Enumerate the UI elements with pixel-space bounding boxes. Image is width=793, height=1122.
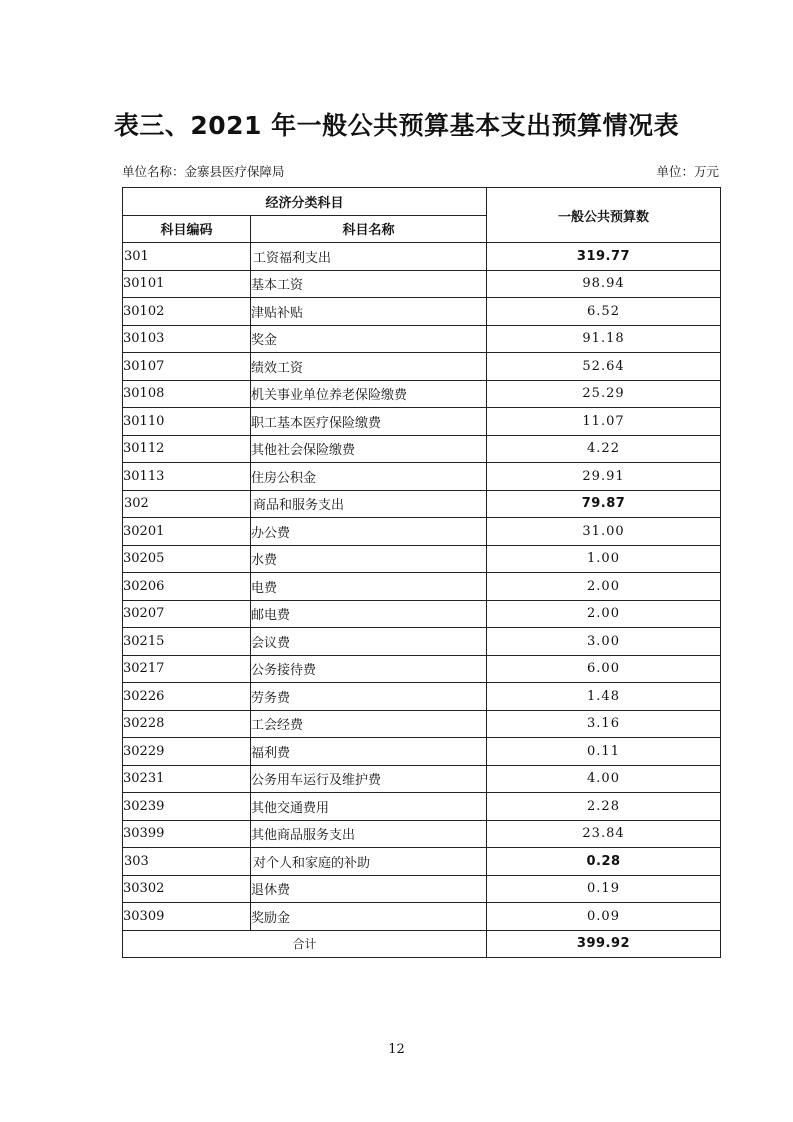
amount-cell: 52.64	[487, 353, 721, 381]
amount-cell: 4.22	[487, 435, 721, 463]
code-cell: 30101	[123, 270, 251, 298]
name-cell: 公务用车运行及维护费	[251, 765, 487, 793]
name-cell: 奖励金	[251, 903, 487, 931]
name-cell: 机关事业单位养老保险缴费	[251, 380, 487, 408]
name-cell: 职工基本医疗保险缴费	[251, 408, 487, 436]
amount-cell: 31.00	[487, 518, 721, 546]
amount-cell: 3.16	[487, 710, 721, 738]
total-amount: 399.92	[487, 930, 721, 958]
name-cell: 对个人和家庭的补助	[251, 848, 487, 876]
amount-cell: 25.29	[487, 380, 721, 408]
header-code: 科目编码	[123, 215, 251, 243]
page-number: 12	[388, 1042, 405, 1057]
table-row	[123, 408, 721, 436]
amount-cell: 2.00	[487, 573, 721, 601]
name-cell: 其他商品服务支出	[251, 820, 487, 848]
page-title: 表三、2021 年一般公共预算基本支出预算情况表	[113, 111, 680, 140]
header-name: 科目名称	[251, 215, 487, 243]
table-row	[123, 518, 721, 546]
code-cell: 30110	[123, 408, 251, 436]
name-cell: 劳务费	[251, 683, 487, 711]
table-row	[123, 490, 721, 518]
code-cell: 30113	[123, 463, 251, 491]
name-cell: 住房公积金	[251, 463, 487, 491]
total-row	[123, 930, 721, 958]
code-cell: 30201	[123, 518, 251, 546]
name-cell: 退休费	[251, 875, 487, 903]
table-row	[123, 738, 721, 766]
amount-cell: 23.84	[487, 820, 721, 848]
code-cell: 30108	[123, 380, 251, 408]
amount-cell: 1.48	[487, 683, 721, 711]
table-row	[123, 820, 721, 848]
table-row	[123, 848, 721, 876]
table-row	[123, 325, 721, 353]
code-cell: 30226	[123, 683, 251, 711]
name-cell: 水费	[251, 545, 487, 573]
name-cell: 津贴补贴	[251, 298, 487, 326]
code-cell: 30228	[123, 710, 251, 738]
budget-body	[123, 243, 721, 931]
name-cell: 会议费	[251, 628, 487, 656]
table-row	[123, 270, 721, 298]
unit-name: 单位名称：金寨县医疗保障局	[122, 164, 285, 179]
table-row	[123, 765, 721, 793]
name-cell: 其他交通费用	[251, 793, 487, 821]
amount-cell: 1.00	[487, 545, 721, 573]
total-label: 合计	[123, 930, 487, 958]
name-cell: 工资福利支出	[251, 243, 487, 271]
name-cell: 绩效工资	[251, 353, 487, 381]
table-row	[123, 545, 721, 573]
amount-cell: 4.00	[487, 765, 721, 793]
code-cell: 30205	[123, 545, 251, 573]
amount-cell: 0.19	[487, 875, 721, 903]
code-cell: 30103	[123, 325, 251, 353]
code-cell: 30215	[123, 628, 251, 656]
name-cell: 电费	[251, 573, 487, 601]
table-row	[123, 655, 721, 683]
code-cell: 30309	[123, 903, 251, 931]
amount-cell: 91.18	[487, 325, 721, 353]
code-cell: 30112	[123, 435, 251, 463]
code-cell: 30231	[123, 765, 251, 793]
header-group: 经济分类科目	[123, 188, 487, 216]
code-cell: 30206	[123, 573, 251, 601]
code-cell: 302	[123, 490, 251, 518]
table-row	[123, 710, 721, 738]
table-row	[123, 353, 721, 381]
code-cell: 30302	[123, 875, 251, 903]
name-cell: 公务接待费	[251, 655, 487, 683]
header-amount: 一般公共预算数	[487, 188, 721, 243]
name-cell: 其他社会保险缴费	[251, 435, 487, 463]
table-row	[123, 463, 721, 491]
budget-table	[122, 187, 721, 958]
amount-cell: 2.00	[487, 600, 721, 628]
amount-cell: 0.11	[487, 738, 721, 766]
table-row	[123, 600, 721, 628]
table-row	[123, 903, 721, 931]
name-cell: 奖金	[251, 325, 487, 353]
code-cell: 30107	[123, 353, 251, 381]
code-cell: 30239	[123, 793, 251, 821]
amount-cell: 79.87	[487, 490, 721, 518]
amount-cell: 98.94	[487, 270, 721, 298]
unit-label: 单位：万元	[656, 164, 719, 179]
amount-cell: 2.28	[487, 793, 721, 821]
table-row	[123, 298, 721, 326]
table-row	[123, 380, 721, 408]
amount-cell: 6.00	[487, 655, 721, 683]
table-row	[123, 683, 721, 711]
code-cell: 30217	[123, 655, 251, 683]
table-meta	[122, 162, 719, 180]
code-cell: 30399	[123, 820, 251, 848]
table-row	[123, 793, 721, 821]
amount-cell: 29.91	[487, 463, 721, 491]
table-row	[123, 243, 721, 271]
name-cell: 邮电费	[251, 600, 487, 628]
table-row	[123, 573, 721, 601]
table-row	[123, 435, 721, 463]
code-cell: 303	[123, 848, 251, 876]
amount-cell: 0.09	[487, 903, 721, 931]
amount-cell: 11.07	[487, 408, 721, 436]
amount-cell: 3.00	[487, 628, 721, 656]
amount-cell: 319.77	[487, 243, 721, 271]
name-cell: 福利费	[251, 738, 487, 766]
name-cell: 商品和服务支出	[251, 490, 487, 518]
code-cell: 30229	[123, 738, 251, 766]
code-cell: 30102	[123, 298, 251, 326]
amount-cell: 0.28	[487, 848, 721, 876]
name-cell: 办公费	[251, 518, 487, 546]
amount-cell: 6.52	[487, 298, 721, 326]
code-cell: 301	[123, 243, 251, 271]
name-cell: 基本工资	[251, 270, 487, 298]
name-cell: 工会经费	[251, 710, 487, 738]
code-cell: 30207	[123, 600, 251, 628]
table-row	[123, 628, 721, 656]
table-row	[123, 875, 721, 903]
